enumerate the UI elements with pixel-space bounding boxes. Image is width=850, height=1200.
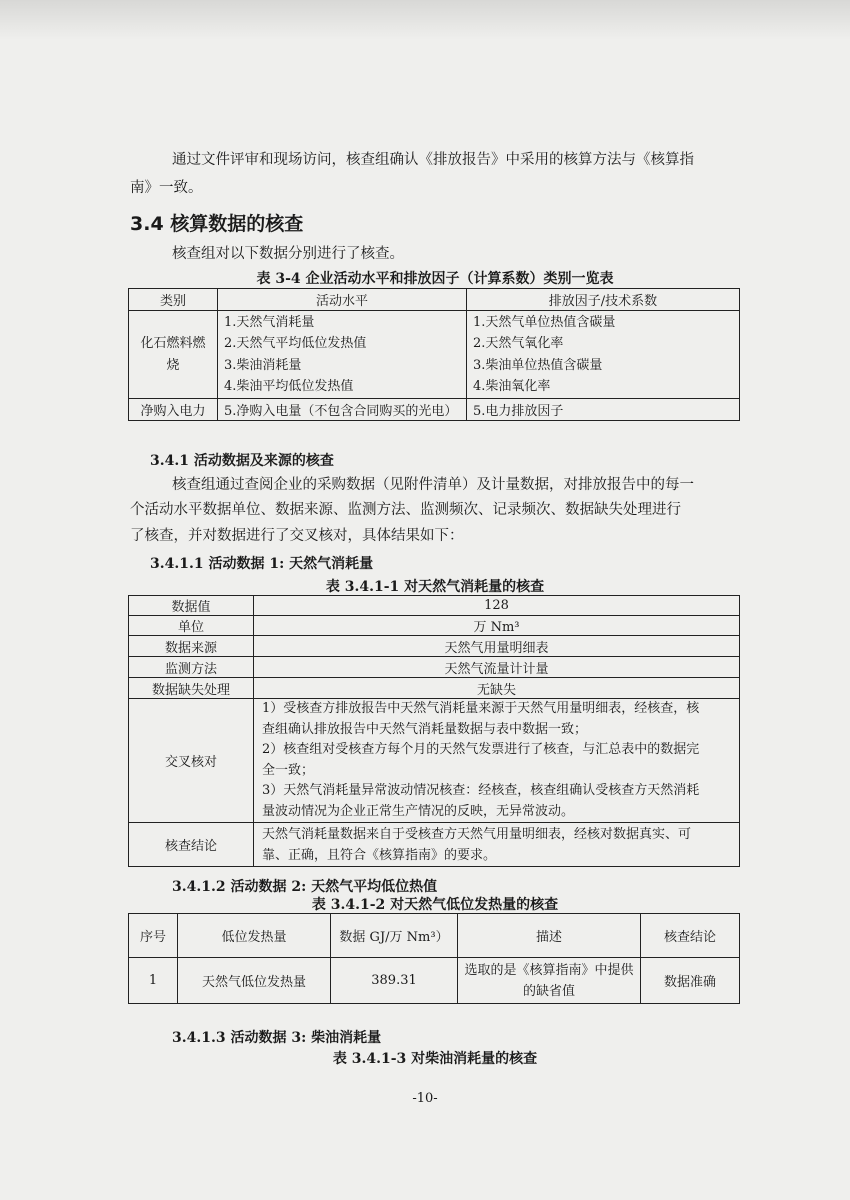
table-3-4-1-1	[128, 595, 740, 867]
table-3-4-activity-item: 2.天然气平均低位发热值	[224, 336, 367, 351]
table-3-4-factor-electricity: 5.电力排放因子	[467, 399, 740, 421]
table-header: 序号	[129, 914, 178, 958]
table-3-4-activity-item: 1.天然气消耗量	[224, 314, 315, 330]
table-3-4-factor-item: 2.天然气氧化率	[473, 336, 564, 351]
table-label: 单位	[129, 616, 254, 636]
row-description	[458, 958, 641, 1004]
section-3-4-1-line-1: 核查组通过查阅企业的采购数据（见附件清单）及计量数据，对排放报告中的每一	[172, 477, 694, 493]
section-3-4-1-2-heading: 3.4.1.2 活动数据 2: 天然气平均低位热值	[172, 879, 438, 895]
table-3-4	[128, 288, 740, 421]
section-3-4-text: 核查组对以下数据分别进行了核查。	[172, 246, 404, 262]
section-3-4-1-line-2: 个活动水平数据单位、数据来源、监测方法、监测频次、记录频次、数据缺失处理进行	[130, 502, 681, 518]
row-number: 1	[129, 958, 178, 1004]
table-value: 128	[254, 596, 740, 616]
section-3-4-heading: 3.4 核算数据的核查	[130, 213, 304, 235]
table-header: 低位发热量	[178, 914, 331, 958]
cross-check-label: 交叉核对	[129, 699, 254, 823]
table-label: 监测方法	[129, 657, 254, 678]
table-3-4-1-2-caption: 表 3.4.1-2 对天然气低位发热量的核查	[311, 897, 559, 913]
row-value: 389.31	[331, 958, 458, 1004]
intro-line-2: 南》一致。	[130, 180, 203, 196]
table-header: 核查结论	[641, 914, 740, 958]
row-description-line: 的缺省值	[522, 983, 575, 999]
table-value: 万 Nm³	[254, 616, 740, 636]
table-3-4-activity-item: 3.柴油消耗量	[224, 357, 302, 373]
table-value: 天然气用量明细表	[254, 636, 740, 657]
table-3-4-category-electricity: 净购入电力	[129, 399, 218, 421]
table-3-4-header-category: 类别	[129, 289, 218, 311]
intro-line-1: 通过文件评审和现场访问，核查组确认《排放报告》中采用的核算方法与《核算指	[172, 152, 694, 168]
scan-shadow	[0, 0, 850, 40]
cross-check-line: 查组确认排放报告中天然气消耗量数据与表中数据一致；	[262, 721, 588, 737]
conclusion-line: 靠、正确，且符合《核算指南》的要求。	[262, 847, 497, 863]
cross-check-text	[254, 699, 740, 823]
table-header: 描述	[458, 914, 641, 958]
table-header: 数据 GJ/万 Nm³）	[331, 914, 458, 958]
conclusion-label: 核查结论	[129, 823, 254, 867]
row-conclusion: 数据准确	[641, 958, 740, 1004]
table-3-4-category-fossil: 化石燃料燃烧	[129, 311, 218, 399]
table-3-4-activity-list	[218, 311, 467, 399]
table-label: 数据值	[129, 596, 254, 616]
row-description-line: 选取的是《核算指南》中提供	[464, 962, 634, 978]
table-3-4-header-activity: 活动水平	[218, 289, 467, 311]
table-3-4-factor-item: 4.柴油氧化率	[473, 379, 551, 394]
cross-check-line: 量波动情况为企业正常生产情况的反映，无异常波动。	[262, 803, 575, 819]
table-3-4-factor-item: 3.柴油单位热值含碳量	[473, 357, 603, 373]
table-3-4-activity-item: 4.柴油平均低位发热值	[224, 379, 354, 394]
cross-check-line: 3）天然气消耗量异常波动情况核查：经核查，核查组确认受核查方天然消耗	[262, 783, 700, 798]
table-3-4-1-2	[128, 913, 740, 1004]
section-3-4-1-3-heading: 3.4.1.3 活动数据 3: 柴油消耗量	[172, 1030, 382, 1046]
cross-check-line: 1）受核查方排放报告中天然气消耗量来源于天然气用量明细表，经核查，核	[262, 701, 700, 716]
conclusion-text	[254, 823, 740, 867]
row-name: 天然气低位发热量	[178, 958, 331, 1004]
table-label: 数据来源	[129, 636, 254, 657]
cross-check-line: 2）核查组对受核查方每个月的天然气发票进行了核查，与汇总表中的数据完	[262, 742, 700, 757]
table-3-4-factor-list	[467, 311, 740, 399]
section-3-4-1-heading: 3.4.1 活动数据及来源的核查	[150, 453, 334, 469]
table-3-4-1-3-caption: 表 3.4.1-3 对柴油消耗量的核查	[332, 1051, 538, 1067]
section-3-4-1-1-heading: 3.4.1.1 活动数据 1: 天然气消耗量	[150, 556, 374, 572]
table-3-4-caption: 表 3-4 企业活动水平和排放因子（计算系数）类别一览表	[256, 271, 614, 287]
cross-check-line: 全一致；	[262, 762, 315, 778]
page-number: -10-	[412, 1091, 438, 1106]
conclusion-line: 天然气消耗量数据来自于受核查方天然气用量明细表，经核对数据真实、可	[262, 826, 692, 842]
table-3-4-header-factor: 排放因子/技术系数	[467, 289, 740, 311]
section-3-4-1-line-3: 了核查，并对数据进行了交叉核对，具体结果如下：	[130, 528, 464, 544]
table-value: 天然气流量计计量	[254, 657, 740, 678]
table-label: 数据缺失处理	[129, 678, 254, 699]
table-3-4-activity-electricity: 5.净购入电量（不包含合同购买的光电）	[218, 399, 467, 421]
table-3-4-factor-item: 1.天然气单位热值含碳量	[473, 314, 616, 330]
table-value: 无缺失	[254, 678, 740, 699]
table-3-4-1-1-caption: 表 3.4.1-1 对天然气消耗量的核查	[325, 579, 545, 595]
